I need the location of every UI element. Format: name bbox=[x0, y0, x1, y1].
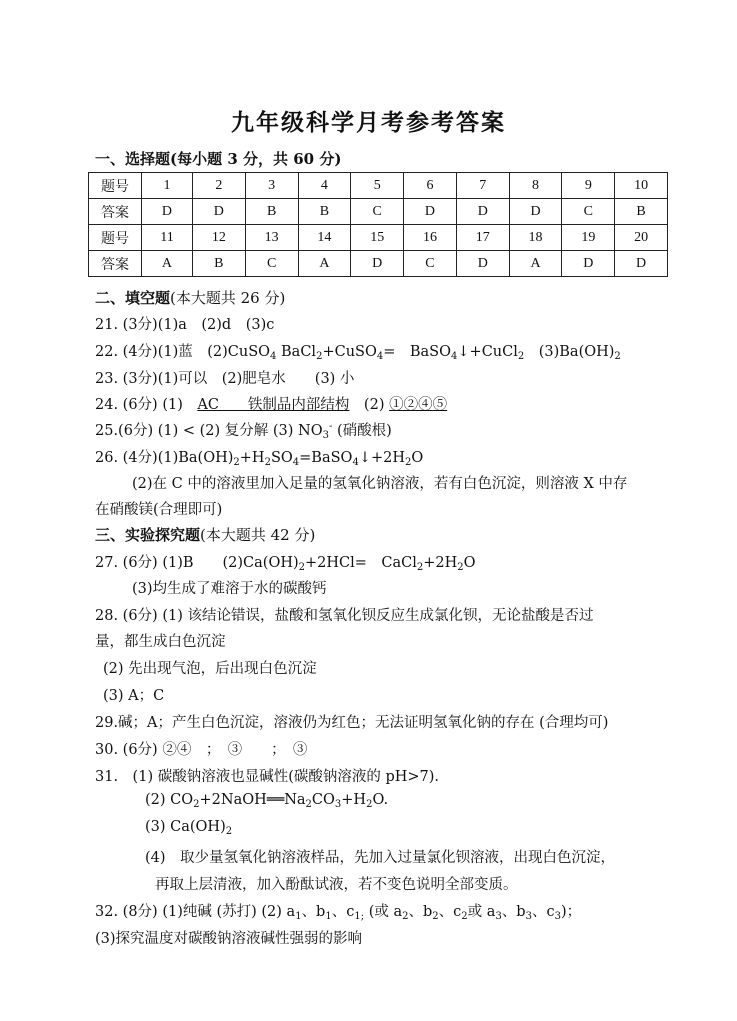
answer-31-3: (3) $Ca(OH)_2$ bbox=[145, 819, 233, 837]
table-cell: D bbox=[456, 199, 509, 225]
table-cell: A bbox=[509, 251, 562, 277]
answer-table bbox=[88, 172, 668, 277]
answer-31-4: (4) 取少量氢氧化钠溶液样品，先加入过量氯化钡溶液，出现白色沉淀， bbox=[145, 850, 616, 866]
answer-22: 22. (4分)(1)蓝 (2)CuSO$_4$ BaCl$_2$+CuSO$_4$= BaSO$_4$↓+CuCl$_2$ $(3)Ba(OH)_2$ bbox=[95, 344, 621, 362]
answer-23: 23. (3分)(1)可以 (2)肥皂水 (3) 小 bbox=[95, 371, 355, 387]
answer-26-2: (2)在 C 中的溶液里加入足量的氢氧化钠溶液，若有白色沉淀，则溶液 X 中存 bbox=[132, 476, 628, 492]
answer-24: 24. (6分) (1) AC 铁制品内部结构 (2) ①②④⑤ bbox=[95, 397, 448, 413]
answer-30: 30. (6分) ②④ ； ③ ； ③ bbox=[95, 742, 308, 758]
answer-31-1: 31. (1) 碳酸钠溶液也显碱性(碳酸钠溶液的 pH>7). bbox=[95, 769, 440, 785]
table-cell: 13 bbox=[245, 225, 298, 251]
table-cell: 10 bbox=[615, 173, 668, 199]
table-cell: 15 bbox=[351, 225, 404, 251]
table-cell: B bbox=[192, 251, 245, 277]
table-cell: 4 bbox=[298, 173, 351, 199]
page-title: 九年级科学月考参考答案 bbox=[231, 109, 506, 136]
table-cell: D bbox=[404, 199, 457, 225]
table-cell: 6 bbox=[404, 173, 457, 199]
table-cell: C bbox=[404, 251, 457, 277]
table-row bbox=[89, 251, 668, 277]
table-cell: 7 bbox=[456, 173, 509, 199]
section-heading-choice: 一、选择题(每小题 3 分，共 60 分) bbox=[95, 150, 342, 168]
table-cell: 2 bbox=[192, 173, 245, 199]
table-cell: D bbox=[192, 199, 245, 225]
row-label: 答案 bbox=[89, 199, 142, 225]
table-cell: 12 bbox=[192, 225, 245, 251]
table-cell: 3 bbox=[245, 173, 298, 199]
answer-26-2-cont: 在硝酸镁(合理即可) bbox=[95, 502, 223, 518]
answer-31-4-cont: 再取上层清液，加入酚酞试液，若不变色说明全部变质。 bbox=[155, 877, 518, 893]
table-cell: B bbox=[615, 199, 668, 225]
answer-31-2: (2) $CO_2+2NaOH══Na_2CO_3+H_2O$. bbox=[145, 792, 389, 810]
table-cell: A bbox=[298, 251, 351, 277]
table-cell: D bbox=[351, 251, 404, 277]
answer-28-3: (3) A；C bbox=[103, 688, 165, 704]
table-row bbox=[89, 173, 668, 199]
table-cell: 17 bbox=[456, 225, 509, 251]
table-cell: 18 bbox=[509, 225, 562, 251]
row-label: 题号 bbox=[89, 173, 142, 199]
answer-27: 27. (6分) (1)B $(2)Ca(OH)_2+2HCl=$ $CaCl_2+2H_2O$ bbox=[95, 555, 476, 573]
answer-28-2: (2) 先出现气泡，后出现白色沉淀 bbox=[103, 661, 317, 677]
table-cell: 14 bbox=[298, 225, 351, 251]
table-cell: 11 bbox=[142, 225, 193, 251]
table-cell: B bbox=[245, 199, 298, 225]
table-cell: B bbox=[298, 199, 351, 225]
table-cell: D bbox=[456, 251, 509, 277]
section-heading-fill: 二、填空题(本大题共 26 分) bbox=[95, 289, 286, 307]
table-cell: 19 bbox=[562, 225, 615, 251]
table-cell: 1 bbox=[142, 173, 193, 199]
table-cell: C bbox=[351, 199, 404, 225]
answer-27-3: (3)均生成了难溶于水的碳酸钙 bbox=[132, 581, 327, 597]
answer-21: 21. (3分)(1)a (2)d (3)c bbox=[95, 317, 275, 333]
table-cell: C bbox=[245, 251, 298, 277]
table-cell: 5 bbox=[351, 173, 404, 199]
row-label: 题号 bbox=[89, 225, 142, 251]
section-heading-experiment: 三、实验探究题(本大题共 42 分) bbox=[95, 526, 316, 544]
table-cell: 9 bbox=[562, 173, 615, 199]
answer-32: 32. (8分) (1)纯碱 (苏打) (2) $a_1$、$b_1$、$c_{1;}$ (或 $a_2$、$b_2$、$c_2$或 $a_3$、$b_3$、$c_3$)； bbox=[95, 904, 582, 922]
table-cell: 20 bbox=[615, 225, 668, 251]
table-cell: A bbox=[142, 251, 193, 277]
table-row bbox=[89, 199, 668, 225]
answer-25: 25.(6分) (1) < (2) 复分解 (3) $NO_3^-$ (硝酸根) bbox=[95, 421, 392, 441]
table-cell: 8 bbox=[509, 173, 562, 199]
answer-26: 26. (4分)$(1)Ba(OH)_2+H_2SO_4=BaSO_4↓+2H_2O$ bbox=[95, 450, 424, 468]
table-cell: 16 bbox=[404, 225, 457, 251]
row-label: 答案 bbox=[89, 251, 142, 277]
table-cell: D bbox=[142, 199, 193, 225]
table-cell: D bbox=[615, 251, 668, 277]
table-row bbox=[89, 225, 668, 251]
table-cell: C bbox=[562, 199, 615, 225]
answer-28-cont: 量，都生成白色沉淀 bbox=[95, 634, 226, 650]
answer-32-3: (3)探究温度对碳酸钠溶液碱性强弱的影响 bbox=[95, 931, 363, 947]
answer-28: 28. (6分) (1) 该结论错误，盐酸和氢氧化钡反应生成氯化钡，无论盐酸是否过 bbox=[95, 608, 594, 624]
answer-29: 29.碱；A；产生白色沉淀，溶液仍为红色；无法证明氢氧化钠的存在 (合理均可) bbox=[95, 715, 609, 731]
table-cell: D bbox=[509, 199, 562, 225]
table-cell: D bbox=[562, 251, 615, 277]
